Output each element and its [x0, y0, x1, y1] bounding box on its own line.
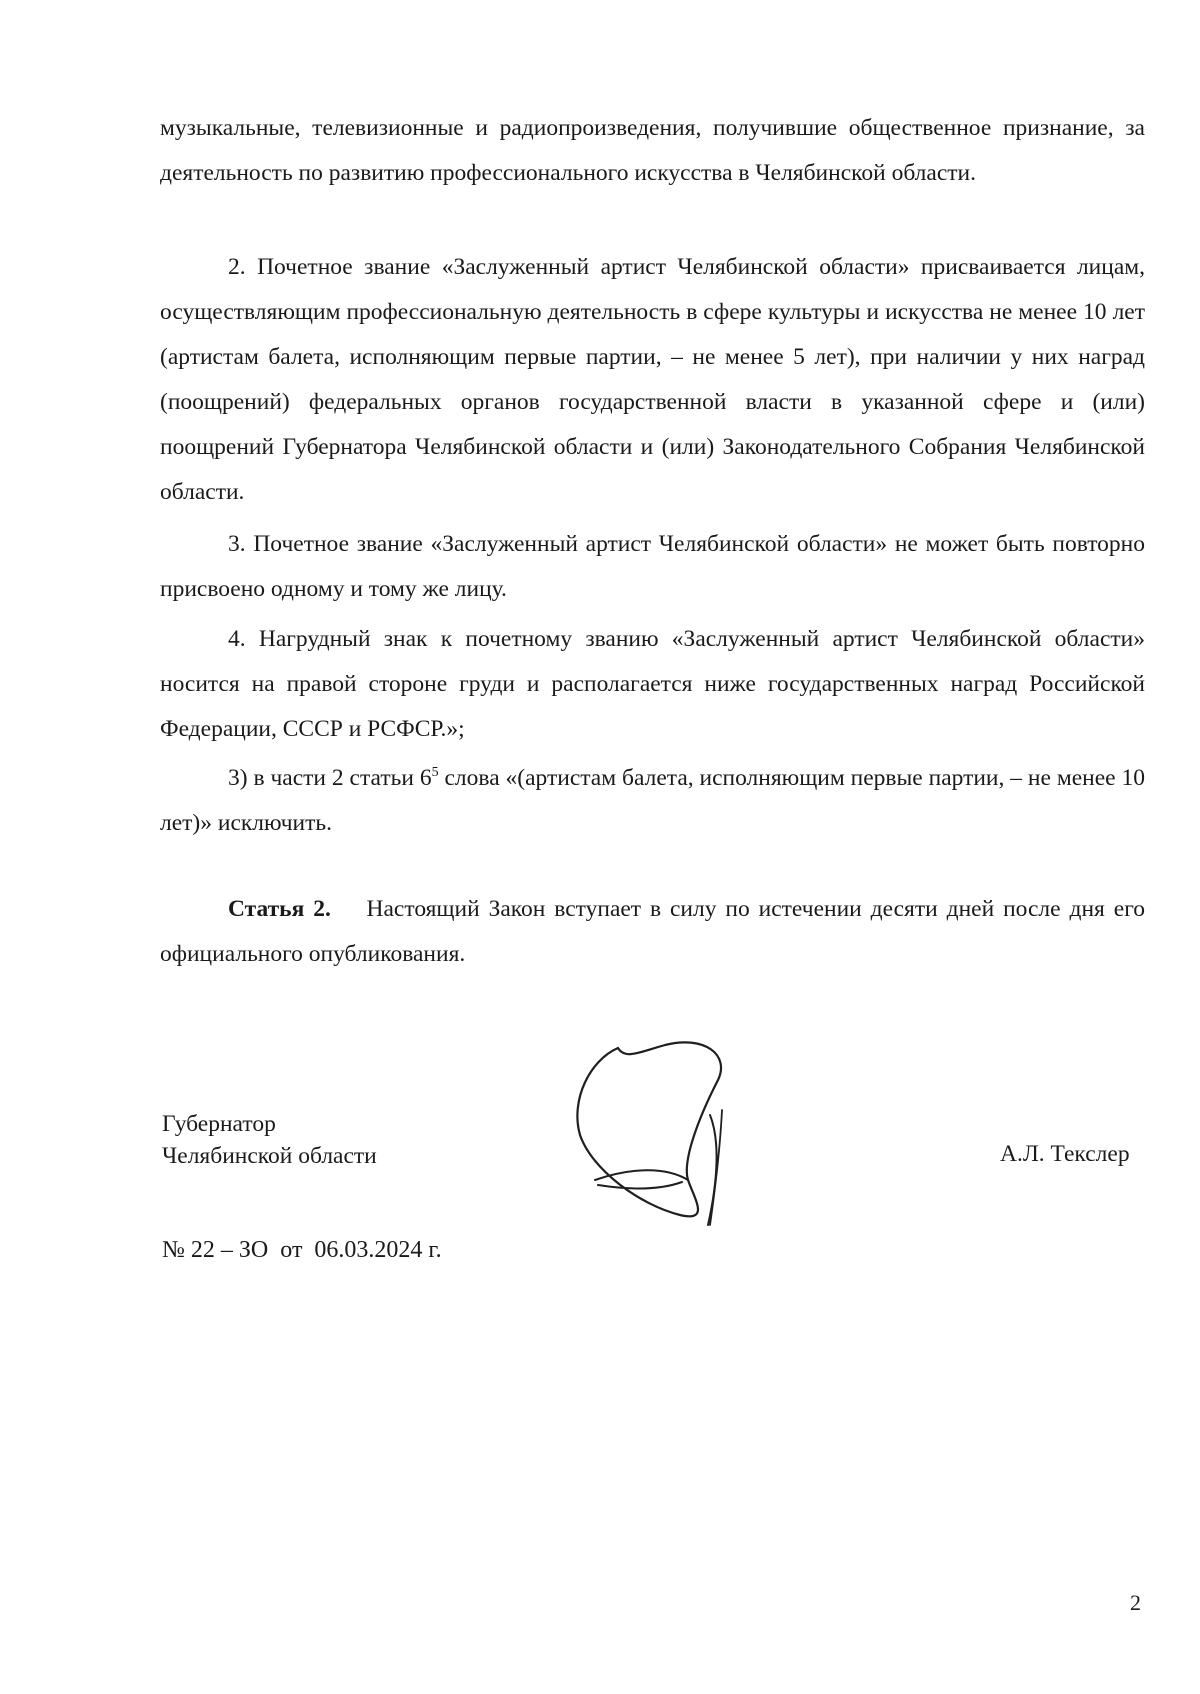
signature-stroke-1: [595, 1170, 688, 1180]
paragraph-5: [160, 756, 1145, 846]
article-2-label: Статья 2.: [228, 896, 331, 922]
signature-stroke-2: [598, 1182, 682, 1188]
handwritten-signature: [570, 1040, 770, 1240]
paragraph-5-before: 3) в части 2 статьи 6: [228, 765, 432, 791]
page-number: 2: [1130, 1590, 1141, 1615]
document-number: № 22 – ЗО от 06.03.2024 г.: [162, 1237, 442, 1263]
paragraph-5-text: [160, 756, 1145, 846]
signature-loop: [577, 1042, 721, 1216]
paragraph-4-text: 4. Нагрудный знак к почетному званию «Заслуженный артист Челябинской области» носится на правой стороне груди и располагается ниже государственных наград Российской Федерации, СССР и РСФСР.»;: [160, 626, 1145, 742]
paragraph-5-after: слова «(артистам балета, исполняющим первые партии, – не менее 10 лет)» исключить.: [160, 765, 1145, 836]
paragraph-5-superscript: 5: [431, 765, 439, 781]
paragraph-3: [160, 522, 1145, 612]
signatory-title-line-1: Губернатор: [162, 1111, 276, 1137]
paragraph-4: [160, 617, 1145, 752]
signatory-title: [162, 1108, 377, 1172]
paragraph-2-text: 2. Почетное звание «Заслуженный артист Челябинской области» присваивается лицам, осуществляющим профессиональную деятельность в сфере культуры и искусства не менее 10 лет (артистам балета, исполняющим первые партии, – не менее 5 лет), при наличии у них наград (поощрений) федеральных органов государственной власти в указанной сфере и (или) поощрений Губернатора Челябинской области и (или) Законодательного Собрания Челябинской области.: [160, 254, 1145, 505]
article-2: [160, 887, 1145, 977]
paragraph-2: [160, 245, 1145, 515]
article-2-text: Настоящий Закон вступает в силу по истечении десяти дней после дня его официального опубликования.: [160, 896, 1145, 967]
signatory-title-line-2: Челябинской области: [162, 1143, 377, 1169]
paragraph-top: [160, 106, 1145, 196]
paragraph-3-text: 3. Почетное звание «Заслуженный артист Челябинской области» не может быть повторно присвоено одному и тому же лицу.: [160, 531, 1145, 602]
signatory-name: А.Л. Текслер: [1000, 1141, 1130, 1167]
paragraph-top-text: музыкальные, телевизионные и радиопроизведения, получившие общественное признание, за деятельность по развитию профессионального искусства в Челябинской области.: [160, 115, 1145, 186]
article-2-paragraph: [160, 887, 1145, 977]
